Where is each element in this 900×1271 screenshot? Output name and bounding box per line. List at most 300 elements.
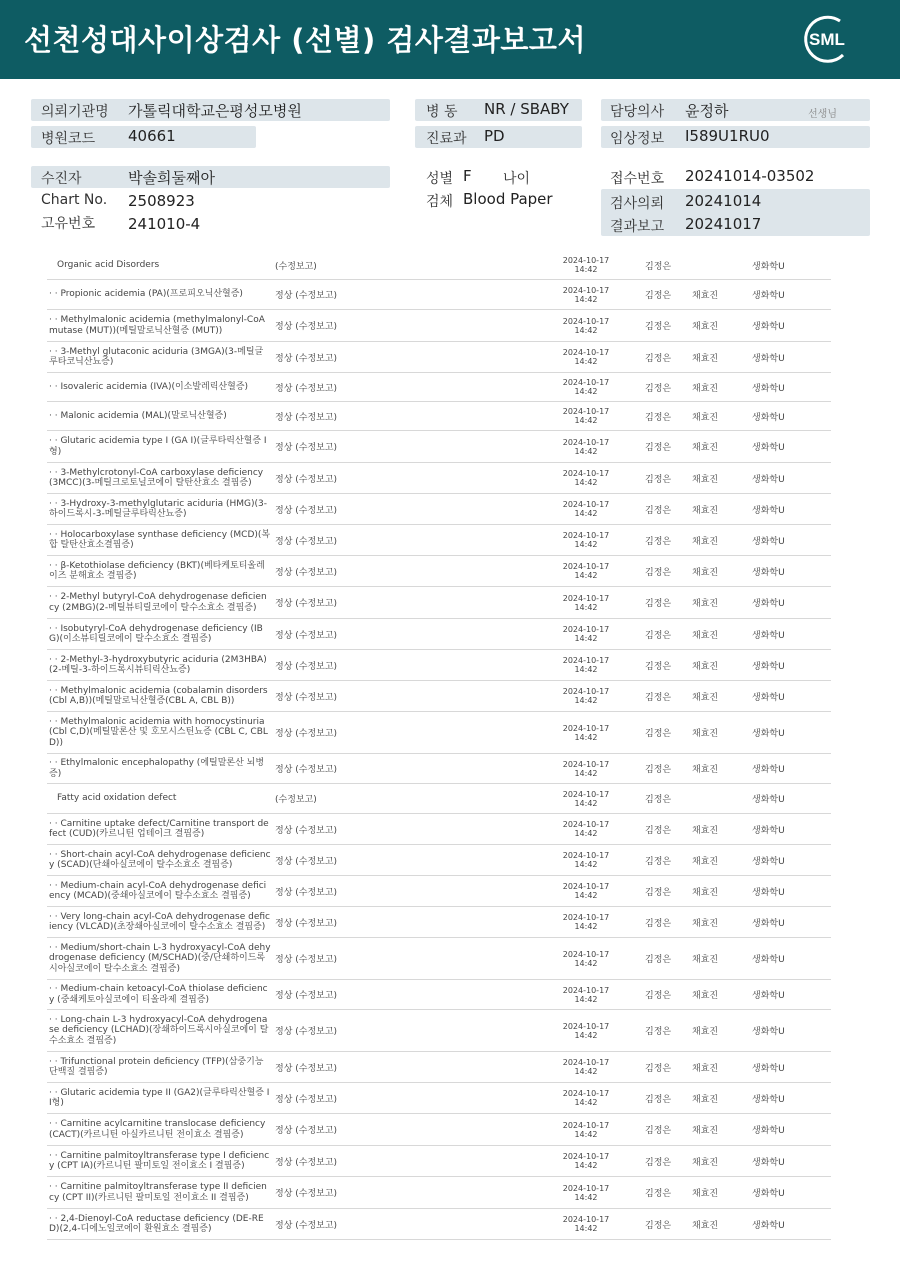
report-time: 14:42	[574, 265, 598, 274]
report-date: 2024-10-17	[562, 593, 610, 603]
test-name-cell: · · Medium-chain acyl-CoA dehydrogenase deficiency (MCAD)(중쇄아실코에이 탈수소효소 결핍증)	[49, 880, 267, 901]
result-cell: 정상 (수정보고)	[275, 1189, 338, 1199]
report-datetime-cell	[556, 402, 616, 430]
technician-cell: 채효진	[692, 567, 719, 578]
test-name-cell: · · Holocarboxylase synthase deficiency (MCD)(복합 탈탄산효소결핍증)	[49, 529, 271, 550]
test-name-cell: · · Malonic acidemia (MAL)(말로닉산혈증)	[49, 410, 227, 421]
sex-label: 성별	[426, 171, 454, 187]
test-name-cell: · · β-Ketothiolase deficiency (BKT)(베타케토티올레이즈 분해효소 결핍증)	[49, 560, 265, 581]
report-datetime-cell	[556, 907, 616, 937]
table-row	[47, 1146, 831, 1177]
specimen-label: 검체	[426, 194, 454, 210]
test-name-cell: · · Ethylmalonic encephalopathy (에틸말론산 뇌병증)	[49, 758, 265, 779]
test-name-cell: · · Carnitine acylcarnitine translocase deficiency (CACT)(카르니틴 아실카르니틴 전이효소 결핍증)	[49, 1119, 266, 1140]
report-date: 2024-10-17	[562, 1183, 610, 1193]
result-cell: 정상 (수정보고)	[275, 383, 338, 394]
report-date: 2024-10-17	[562, 985, 610, 995]
report-time: 14:42	[574, 540, 598, 549]
hospital-code-label: 병원코드	[41, 131, 96, 147]
report-date: 2024-10-17	[562, 1120, 610, 1130]
report-datetime-cell	[556, 876, 616, 906]
test-name-cell: · · 2-Methyl-3-hydroxybutyric aciduria (2M3HBA)(2-메틸-3-하이드록시뷰티릭산뇨증)	[49, 654, 267, 675]
chart-no-value: 2508923	[128, 192, 195, 210]
table-row	[47, 784, 831, 814]
report-time: 14:42	[574, 478, 598, 487]
result-cell: 정상 (수정보고)	[275, 1126, 338, 1136]
result-cell: 정상 (수정보고)	[275, 322, 338, 332]
technician-cell: 채효진	[692, 1063, 719, 1074]
test-name-cell: · · Methylmalonic acidemia (methylmalonyl-CoA mutase (MUT))(메틸말로닉산혈증 (MUT))	[49, 315, 265, 336]
report-datetime-cell	[556, 1146, 616, 1176]
table-row	[47, 251, 831, 280]
technician-cell: 채효진	[692, 322, 719, 332]
ward-value: NR / SBABY	[484, 100, 569, 118]
report-datetime-cell	[556, 1052, 616, 1082]
result-cell: 정상 (수정보고)	[275, 599, 338, 609]
report-datetime-cell	[556, 587, 616, 618]
department-cell: 생화학U	[752, 474, 785, 485]
verified-by-cell: 김정은	[645, 825, 672, 836]
result-cell: 정상 (수정보고)	[275, 353, 338, 364]
report-time: 14:42	[574, 732, 598, 742]
report-datetime-cell	[556, 980, 616, 1009]
report-date: 2024-10-17	[562, 469, 610, 478]
report-date: 2024-10-17	[562, 500, 610, 509]
department-cell: 생화학U	[752, 825, 785, 836]
test-name-cell: · · Glutaric acidemia type II (GA2)(글루타릭산혈증 II형)	[49, 1087, 270, 1108]
verified-by-cell: 김정은	[645, 1189, 672, 1199]
report-time: 14:42	[574, 1129, 598, 1139]
result-cell: 정상 (수정보고)	[275, 661, 338, 672]
report-time: 14:42	[574, 798, 598, 808]
table-row	[47, 431, 831, 463]
technician-cell: 채효진	[692, 1157, 719, 1168]
test-name-cell: · · Long-chain L-3 hydroxyacyl-CoA dehydrogenase deficiency (LCHAD)(장쇄하이드록시아실코에이 탈수소효소 결핍증)	[49, 1014, 269, 1046]
report-datetime-cell	[556, 1114, 616, 1145]
test-name-cell: · · Medium/short-chain L-3 hydroxyacyl-CoA dehydrogenase deficiency (M/SCHAD)(중/단쇄하이드록시아실코에이 탈수소효소 결핍증)	[49, 942, 271, 974]
report-time: 14:42	[574, 634, 598, 643]
department-cell: 생화학U	[752, 765, 785, 775]
report-datetime-cell	[556, 494, 616, 524]
report-time: 14:42	[574, 509, 598, 518]
request-date-label: 검사의뢰	[610, 196, 665, 212]
report-datetime-cell	[556, 373, 616, 401]
verified-by-cell: 김정은	[645, 567, 672, 578]
verified-by-cell: 김정은	[645, 1220, 672, 1231]
age-label: 나이	[503, 171, 531, 187]
department-cell: 생화학U	[752, 1157, 785, 1168]
report-time: 14:42	[574, 357, 598, 366]
verified-by-cell: 김정은	[645, 856, 672, 867]
test-name-cell: · · Carnitine uptake defect/Carnitine transport defect (CUD)(카르니틴 업테이크 결핍증)	[49, 818, 269, 839]
report-date: 2024-10-17	[562, 820, 610, 829]
technician-cell: 채효진	[692, 856, 719, 867]
table-row	[47, 463, 831, 494]
result-cell: 정상 (수정보고)	[275, 567, 338, 578]
technician-cell: 채효진	[692, 536, 719, 547]
sml-logo-icon	[800, 12, 854, 66]
table-row	[47, 402, 831, 431]
test-name-cell: · · Medium-chain ketoacyl-CoA thiolase deficiency (중쇄케토아실코에이 티올라제 결핍증)	[49, 984, 268, 1005]
table-row	[47, 712, 831, 754]
report-time: 14:42	[574, 1030, 598, 1040]
logo-text: SML	[809, 30, 845, 49]
verified-by-cell: 김정은	[645, 412, 672, 423]
department-cell: 생화학U	[752, 383, 785, 394]
test-name-cell: · · Methylmalonic acidemia (cobalamin disorders (Cbl A,B))(메틸말로닉산혈증(CBL A, CBL B))	[49, 685, 268, 706]
test-name-cell: · · Short-chain acyl-CoA dehydrogenase deficiency (SCAD)(단쇄아실코에이 탈수소효소 결핍증)	[49, 849, 271, 870]
verified-by-cell: 김정은	[645, 661, 672, 672]
table-row	[47, 310, 831, 342]
verified-by-cell: 김정은	[645, 383, 672, 394]
report-time: 14:42	[574, 387, 598, 396]
department-cell: 생화학U	[752, 567, 785, 578]
chart-no-label: Chart No.	[41, 192, 108, 208]
report-title: 선천성대사이상검사 (선별) 검사결과보고서	[24, 23, 586, 57]
result-cell: 정상 (수정보고)	[275, 955, 338, 965]
report-time: 14:42	[574, 1098, 598, 1107]
report-datetime-cell	[556, 1010, 616, 1051]
unique-no-label: 고유번호	[41, 216, 96, 232]
department-cell: 생화학U	[752, 955, 785, 965]
report-date: 2024-10-17	[562, 625, 610, 634]
report-time: 14:42	[574, 696, 598, 705]
report-datetime-cell	[556, 1209, 616, 1239]
technician-cell: 채효진	[692, 291, 719, 301]
result-cell: 정상 (수정보고)	[275, 1063, 338, 1074]
report-date: 2024-10-17	[562, 1058, 610, 1067]
test-name-cell: · · Propionic acidemia (PA)(프로피오닉산혈증)	[49, 289, 243, 300]
table-row	[47, 373, 831, 402]
test-name-cell: · · Methylmalonic acidemia with homocystinuria (Cbl C,D)(메틸말론산 및 호모시스틴뇨증 (CBL C, CBL D))	[49, 716, 268, 748]
verified-by-cell: 김정은	[645, 795, 672, 805]
report-time: 14:42	[574, 571, 598, 580]
verified-by-cell: 김정은	[645, 443, 672, 453]
test-name-cell: · · 2-Methyl butyryl-CoA dehydrogenase deficiency (2MBG)(2-메틸뷰티릴코에이 탈수소효소 결핍증)	[49, 592, 267, 613]
test-name-cell: · · Carnitine palmitoyltransferase type I deficiency (CPT IA)(카르니틴 팔미토일 전이효소 I 결핍증)	[49, 1150, 270, 1171]
department-cell: 생화학U	[752, 443, 785, 453]
test-name-cell: · · Isobutyryl-CoA dehydrogenase deficiency (IBG)(이소뷰티릴코에이 탈수소효소 결핍증)	[49, 623, 263, 644]
technician-cell: 채효진	[692, 505, 719, 516]
technician-cell: 채효진	[692, 887, 719, 898]
test-name-cell: · · 3-Hydroxy-3-methylglutaric aciduria (HMG)(3-하이드록시-3-메틸글루타릭산뇨증)	[49, 498, 267, 519]
doctor-label: 담당의사	[610, 104, 665, 120]
department-cell: 생화학U	[752, 918, 785, 929]
technician-cell: 채효진	[692, 1220, 719, 1231]
report-time: 14:42	[574, 1224, 598, 1233]
department-cell: 생화학U	[752, 353, 785, 364]
technician-cell: 채효진	[692, 1094, 719, 1105]
report-date: 2024-10-17	[562, 851, 610, 860]
report-time: 14:42	[574, 665, 598, 674]
table-row	[47, 1010, 831, 1052]
report-time: 14:42	[574, 294, 598, 304]
report-date: 2024-10-17	[562, 723, 610, 733]
verified-by-cell: 김정은	[645, 322, 672, 332]
result-cell: 정상 (수정보고)	[275, 1220, 338, 1231]
report-date: 2024-10-17	[562, 562, 610, 571]
verified-by-cell: 김정은	[645, 261, 672, 272]
test-name-cell: Organic acid Disorders	[57, 259, 160, 270]
test-name-cell: · · Glutaric acidemia type I (GA I)(글루타릭산혈증 I형)	[49, 436, 267, 457]
table-row	[47, 1177, 831, 1209]
report-date: 2024-10-17	[562, 531, 610, 540]
department-cell: 생화학U	[752, 1063, 785, 1074]
result-cell: 정상 (수정보고)	[275, 991, 338, 1001]
result-cell: 정상 (수정보고)	[275, 443, 338, 453]
table-row	[47, 342, 831, 373]
report-date: 2024-10-17	[562, 1089, 610, 1098]
table-row	[47, 876, 831, 907]
technician-cell: 채효진	[692, 729, 719, 739]
test-name-cell: · · 3-Methylcrotonyl-CoA carboxylase deficiency (3MCC)(3-메틸크로토닐코에이 탈탄산효소 결핍증)	[49, 467, 264, 488]
report-date: 2024-10-17	[562, 348, 610, 357]
result-cell: 정상 (수정보고)	[275, 630, 338, 641]
report-time: 14:42	[574, 994, 598, 1004]
verified-by-cell: 김정은	[645, 887, 672, 898]
result-cell: 정상 (수정보고)	[275, 918, 338, 929]
hospital-code-value: 40661	[128, 127, 176, 145]
verified-by-cell: 김정은	[645, 991, 672, 1001]
department-cell: 생화학U	[752, 1189, 785, 1199]
report-date: 2024-10-17	[562, 789, 610, 799]
report-time: 14:42	[574, 416, 598, 425]
institution-label: 의뢰기관명	[41, 104, 109, 120]
department-cell: 생화학U	[752, 261, 785, 272]
department-cell: 생화학U	[752, 661, 785, 672]
department-cell: 생화학U	[752, 795, 785, 805]
sex-value: F	[463, 167, 472, 185]
report-datetime-cell	[556, 712, 616, 753]
result-cell: 정상 (수정보고)	[275, 1027, 338, 1037]
department-cell: 생화학U	[752, 322, 785, 332]
technician-cell: 채효진	[692, 1027, 719, 1037]
report-time: 14:42	[574, 1192, 598, 1202]
report-date-value: 20241017	[685, 215, 762, 233]
table-row	[47, 681, 831, 712]
table-row	[47, 938, 831, 980]
test-name-cell: · · Carnitine palmitoyltransferase type II deficiency (CPT II)(카르니틴 팔미토일 전이효소 II 결핍증)	[49, 1182, 267, 1203]
report-time: 14:42	[574, 958, 598, 968]
verified-by-cell: 김정은	[645, 729, 672, 739]
report-date: 2024-10-17	[562, 913, 610, 922]
technician-cell: 채효진	[692, 765, 719, 775]
verified-by-cell: 김정은	[645, 918, 672, 929]
report-header	[0, 0, 900, 79]
verified-by-cell: 김정은	[645, 765, 672, 775]
result-cell: (수정보고)	[275, 795, 317, 805]
report-date: 2024-10-17	[562, 656, 610, 665]
report-date-label: 결과보고	[610, 219, 665, 235]
table-row	[47, 1083, 831, 1114]
department-cell: 생화학U	[752, 1027, 785, 1037]
report-time: 14:42	[574, 325, 598, 335]
report-datetime-cell	[556, 619, 616, 649]
report-datetime-cell	[556, 784, 616, 813]
verified-by-cell: 김정은	[645, 692, 672, 703]
report-date: 2024-10-17	[562, 759, 610, 769]
department-cell: 생화학U	[752, 692, 785, 703]
doctor-value: 윤정하	[685, 102, 729, 120]
report-datetime-cell	[556, 681, 616, 711]
table-row	[47, 907, 831, 938]
report-date: 2024-10-17	[562, 949, 610, 959]
clinical-value: I589U1RU0	[685, 127, 770, 145]
report-date: 2024-10-17	[562, 437, 610, 447]
technician-cell: 채효진	[692, 692, 719, 703]
department-cell: 생화학U	[752, 856, 785, 867]
table-row	[47, 650, 831, 681]
report-date: 2024-10-17	[562, 285, 610, 295]
report-datetime-cell	[556, 525, 616, 555]
specimen-value: Blood Paper	[463, 190, 553, 208]
test-name-cell: · · Trifunctional protein deficiency (TFP)(삼중기능 단백질 결핍증)	[49, 1056, 264, 1077]
receipt-value: 20241014-03502	[685, 167, 815, 185]
clinical-label: 임상정보	[610, 131, 665, 147]
verified-by-cell: 김정은	[645, 630, 672, 641]
report-datetime-cell	[556, 1177, 616, 1208]
report-date: 2024-10-17	[562, 1021, 610, 1031]
department-cell: 생화학U	[752, 536, 785, 547]
report-datetime-cell	[556, 280, 616, 309]
table-row	[47, 1114, 831, 1146]
technician-cell: 채효진	[692, 955, 719, 965]
receipt-label: 접수번호	[610, 171, 665, 187]
result-cell: (수정보고)	[275, 261, 317, 272]
technician-cell: 채효진	[692, 474, 719, 485]
table-row	[47, 754, 831, 784]
technician-cell: 채효진	[692, 443, 719, 453]
verified-by-cell: 김정은	[645, 1157, 672, 1168]
technician-cell: 채효진	[692, 991, 719, 1001]
verified-by-cell: 김정은	[645, 474, 672, 485]
verified-by-cell: 김정은	[645, 955, 672, 965]
table-row	[47, 280, 831, 310]
table-row	[47, 494, 831, 525]
department-cell: 생화학U	[752, 630, 785, 641]
technician-cell: 채효진	[692, 918, 719, 929]
report-datetime-cell	[556, 754, 616, 783]
department-cell: 생화학U	[752, 412, 785, 423]
report-datetime-cell	[556, 814, 616, 844]
report-date: 2024-10-17	[562, 407, 610, 416]
technician-cell: 채효진	[692, 599, 719, 609]
result-cell: 정상 (수정보고)	[275, 536, 338, 547]
patient-value: 박솔희둘째아	[128, 169, 215, 187]
doctor-suffix: 선생님	[808, 109, 837, 120]
verified-by-cell: 김정은	[645, 1063, 672, 1074]
result-cell: 정상 (수정보고)	[275, 729, 338, 739]
table-row	[47, 587, 831, 619]
department-cell: 생화학U	[752, 1126, 785, 1136]
table-row	[47, 556, 831, 587]
verified-by-cell: 김정은	[645, 291, 672, 301]
result-cell: 정상 (수정보고)	[275, 1094, 338, 1105]
patient-label: 수진자	[41, 171, 82, 187]
report-date: 2024-10-17	[562, 687, 610, 696]
report-datetime-cell	[556, 556, 616, 586]
report-datetime-cell	[556, 650, 616, 680]
technician-cell: 채효진	[692, 630, 719, 641]
report-date: 2024-10-17	[562, 1152, 610, 1161]
result-cell: 정상 (수정보고)	[275, 692, 338, 703]
result-cell: 정상 (수정보고)	[275, 505, 338, 516]
institution-value: 가톨릭대학교은평성모병원	[128, 102, 302, 120]
table-row	[47, 525, 831, 556]
technician-cell: 채효진	[692, 825, 719, 836]
results-table	[47, 251, 831, 1240]
report-time: 14:42	[574, 860, 598, 869]
verified-by-cell: 김정은	[645, 1094, 672, 1105]
report-date: 2024-10-17	[562, 316, 610, 326]
test-name-cell: · · Very long-chain acyl-CoA dehydrogenase deficiency (VLCAD)(초장쇄아실코에이 탈수소효소 결핍증)	[49, 911, 271, 932]
report-datetime-cell	[556, 310, 616, 341]
technician-cell: 채효진	[692, 383, 719, 394]
verified-by-cell: 김정은	[645, 1126, 672, 1136]
report-datetime-cell	[556, 845, 616, 875]
report-date: 2024-10-17	[562, 378, 610, 387]
table-row	[47, 814, 831, 845]
department-cell: 생화학U	[752, 991, 785, 1001]
report-time: 14:42	[574, 446, 598, 456]
verified-by-cell: 김정은	[645, 536, 672, 547]
request-date-value: 20241014	[685, 192, 762, 210]
technician-cell: 채효진	[692, 412, 719, 423]
report-datetime-cell	[556, 463, 616, 493]
department-cell: 생화학U	[752, 887, 785, 898]
department-cell: 생화학U	[752, 729, 785, 739]
technician-cell: 채효진	[692, 1126, 719, 1136]
ward-label: 병 동	[426, 104, 458, 120]
report-datetime-cell	[556, 431, 616, 462]
report-time: 14:42	[574, 602, 598, 612]
report-time: 14:42	[574, 891, 598, 900]
report-time: 14:42	[574, 829, 598, 838]
test-name-cell: Fatty acid oxidation defect	[57, 793, 177, 804]
unique-no-value: 241010-4	[128, 215, 201, 233]
table-row	[47, 980, 831, 1010]
table-row	[47, 1052, 831, 1083]
result-cell: 정상 (수정보고)	[275, 825, 338, 836]
technician-cell: 채효진	[692, 353, 719, 364]
result-cell: 정상 (수정보고)	[275, 474, 338, 485]
department-cell: 생화학U	[752, 599, 785, 609]
verified-by-cell: 김정은	[645, 505, 672, 516]
verified-by-cell: 김정은	[645, 599, 672, 609]
report-datetime-cell	[556, 342, 616, 372]
report-time: 14:42	[574, 922, 598, 931]
result-cell: 정상 (수정보고)	[275, 887, 338, 898]
report-date: 2024-10-17	[562, 882, 610, 891]
result-cell: 정상 (수정보고)	[275, 856, 338, 867]
report-date: 2024-10-17	[562, 256, 610, 265]
technician-cell: 채효진	[692, 661, 719, 672]
department-cell: 생화학U	[752, 1094, 785, 1105]
verified-by-cell: 김정은	[645, 353, 672, 364]
table-row	[47, 619, 831, 650]
test-name-cell: · · Isovaleric acidemia (IVA)(이소발레릭산혈증)	[49, 381, 249, 392]
report-datetime-cell	[556, 938, 616, 979]
result-cell: 정상 (수정보고)	[275, 291, 338, 301]
result-cell: 정상 (수정보고)	[275, 412, 338, 423]
department-cell: 생화학U	[752, 505, 785, 516]
department-cell: 생화학U	[752, 291, 785, 301]
test-name-cell: · · 2,4-Dienoyl-CoA reductase deficiency (DE-RED)(2,4-디에노일코에이 환원효소 결핍증)	[49, 1213, 264, 1234]
table-row	[47, 1209, 831, 1240]
verified-by-cell: 김정은	[645, 1027, 672, 1037]
dept-value: PD	[484, 127, 505, 145]
result-cell: 정상 (수정보고)	[275, 765, 338, 775]
